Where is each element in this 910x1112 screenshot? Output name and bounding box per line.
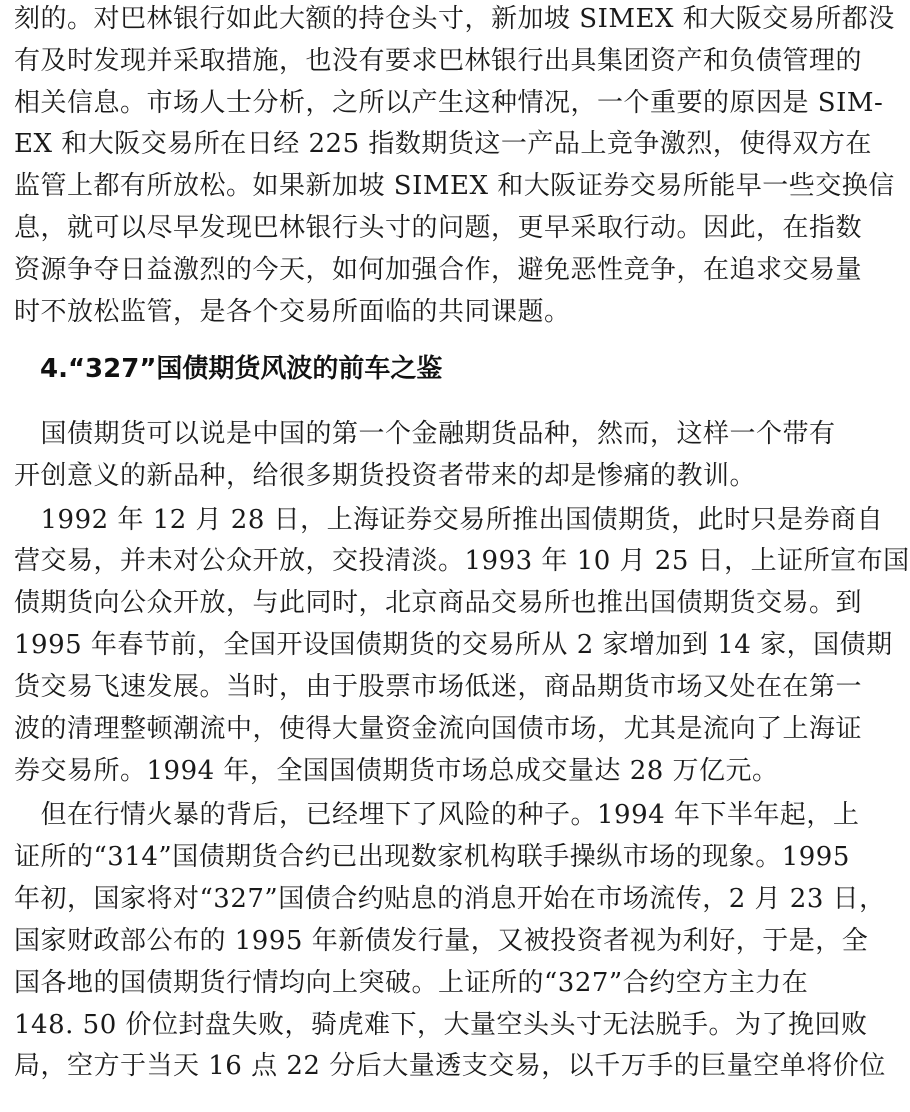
text-line: 刻的。对巴林银行如此大额的持仓头寸，新加坡 SIMEX 和大阪交易所都没 xyxy=(14,3,895,34)
text-line: 国债期货可以说是中国的第一个金融期货品种，然而，这样一个带有 xyxy=(14,418,836,449)
text-line: 资源争夺日益激烈的今天，如何加强合作，避免恶性竞争，在追求交易量 xyxy=(14,255,863,286)
text-line: 1995 年春节前，全国开设国债期货的交易所从 2 家增加到 14 家，国债期 xyxy=(14,630,893,661)
text-line: 监管上都有所放松。如果新加坡 SIMEX 和大阪证券交易所能早一些交换信 xyxy=(14,171,895,202)
text-line: 年初，国家将对“327”国债合约贴息的消息开始在市场流传，2 月 23 日， xyxy=(14,883,886,914)
text-line: 证所的“314”国债期货合约已出现数家机构联手操纵市场的现象。1995 xyxy=(14,841,850,872)
text-line: 1992 年 12 月 28 日，上海证券交易所推出国债期货，此时只是券商自 xyxy=(14,504,884,535)
text-line: 开创意义的新品种，给很多期货投资者带来的却是惨痛的教训。 xyxy=(14,460,757,491)
section-heading: 4.“327”国债期货风波的前车之鉴 xyxy=(40,354,443,385)
text-line: 局，空方于当天 16 点 22 分后大量透支交易，以千万手的巨量空单将价位 xyxy=(14,1051,886,1082)
text-line: 但在行情火暴的背后，已经埋下了风险的种子。1994 年下半年起，上 xyxy=(14,799,860,830)
text-line: EX 和大阪交易所在日经 225 指数期货这一产品上竞争激烈，使得双方在 xyxy=(14,129,872,160)
text-line: 时不放松监管，是各个交易所面临的共同课题。 xyxy=(14,297,571,328)
text-line: 债期货向公众开放，与此同时，北京商品交易所也推出国债期货交易。到 xyxy=(14,588,863,619)
text-line: 息，就可以尽早发现巴林银行头寸的问题，更早采取行动。因此，在指数 xyxy=(14,213,863,244)
text-line: 国家财政部公布的 1995 年新债发行量，又被投资者视为利好，于是，全 xyxy=(14,925,869,956)
text-line: 国各地的国债期货行情均向上突破。上证所的“327”合约空方主力在 xyxy=(14,967,809,998)
text-line: 148. 50 价位封盘失败，骑虎难下，大量空头头寸无法脱手。为了挽回败 xyxy=(14,1009,868,1040)
text-line: 相关信息。市场人士分析，之所以产生这种情况，一个重要的原因是 SIM- xyxy=(14,87,884,118)
text-line: 营交易，并未对公众开放，交投清淡。1993 年 10 月 25 日，上证所宣布国 xyxy=(14,546,910,577)
text-line: 有及时发现并采取措施，也没有要求巴林银行出具集团资产和负债管理的 xyxy=(14,45,863,76)
text-line: 波的清理整顿潮流中，使得大量资金流向国债市场，尤其是流向了上海证 xyxy=(14,714,863,745)
text-line: 券交易所。1994 年，全国国债期货市场总成交量达 28 万亿元。 xyxy=(14,756,779,787)
text-line: 货交易飞速发展。当时，由于股票市场低迷，商品期货市场又处在在第一 xyxy=(14,672,863,703)
